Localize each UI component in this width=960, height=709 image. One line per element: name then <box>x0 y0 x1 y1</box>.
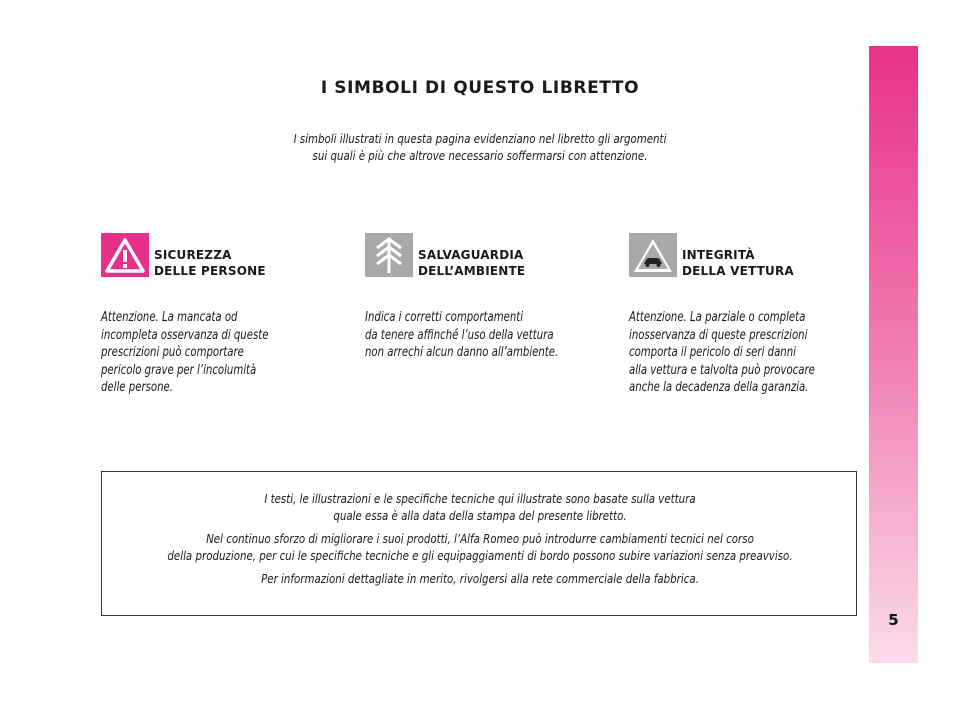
symbol-heading <box>154 247 266 279</box>
symbol-heading-line: SICUREZZA <box>154 248 232 262</box>
symbol-heading <box>682 247 794 279</box>
symbol-heading-line: DELLE PERSONE <box>154 264 266 278</box>
intro-line: I simboli illustrati in questa pagina evidenziano nel libretto gli argomenti <box>293 131 667 146</box>
disclaimer-line: Per informazioni dettagliate in merito, rivolgersi alla rete commerciale della fabbrica. <box>261 571 699 586</box>
symbol-heading <box>418 247 525 279</box>
symbol-heading-line: INTEGRITÀ <box>682 248 755 262</box>
symbol-description <box>365 309 622 362</box>
description-line: Indica i corretti comportamenti <box>365 310 524 325</box>
disclaimer-paragraph <box>121 530 839 564</box>
description-line: non arrechi alcun danno all’ambiente. <box>365 345 559 360</box>
page-number: 5 <box>888 611 899 629</box>
disclaimer-line: I testi, le illustrazioni e le specifiche tecniche qui illustrate sono basate sulla vettura <box>264 491 696 506</box>
disclaimer-box <box>101 471 857 616</box>
symbol-heading-line: SALVAGUARDIA <box>418 248 524 262</box>
warning-triangle-icon <box>101 233 149 277</box>
description-line: da tenere affinché l’uso della vettura <box>365 327 554 343</box>
description-line: pericolo grave per l’incolumità <box>101 362 257 378</box>
description-line: delle persone. <box>101 380 173 395</box>
description-line: alla vettura e talvolta può provocare <box>629 362 815 378</box>
description-line: Attenzione. La parziale o completa <box>629 310 806 325</box>
page-title: I SIMBOLI DI QUESTO LIBRETTO <box>320 78 640 98</box>
symbol-description <box>101 309 358 397</box>
disclaimer-paragraph <box>121 490 839 524</box>
description-line: Attenzione. La mancata od <box>101 310 238 325</box>
symbol-heading-line: DELLA VETTURA <box>682 264 794 278</box>
description-line: comporta il pericolo di seri danni <box>629 345 796 360</box>
disclaimer-line: della produzione, per cui le specifiche tecniche e gli equipaggiamenti di bordo possono subire variazioni senza preavviso. <box>167 548 793 563</box>
disclaimer-line: Nel continuo sforzo di migliorare i suoi prodotti, l’Alfa Romeo può introdurre cambiamenti tecnici nel corso <box>206 531 754 546</box>
car-warning-icon <box>629 233 677 277</box>
intro-text <box>234 130 726 164</box>
description-line: inosservanza di queste prescrizioni <box>629 327 808 343</box>
description-line: incompleta osservanza di queste <box>101 327 269 343</box>
intro-line: sui quali è più che altrove necessario soffermarsi con attenzione. <box>312 148 648 163</box>
tree-icon <box>365 233 413 277</box>
side-tab <box>869 46 918 663</box>
disclaimer-text <box>121 490 839 593</box>
description-line: anche la decadenza della garanzia. <box>629 380 809 395</box>
description-line: prescrizioni può comportare <box>101 345 244 360</box>
disclaimer-paragraph <box>121 570 839 587</box>
symbol-heading-line: DELL’AMBIENTE <box>418 264 526 278</box>
disclaimer-line: quale essa è alla data della stampa del presente libretto. <box>333 508 627 523</box>
symbol-description <box>629 309 886 397</box>
